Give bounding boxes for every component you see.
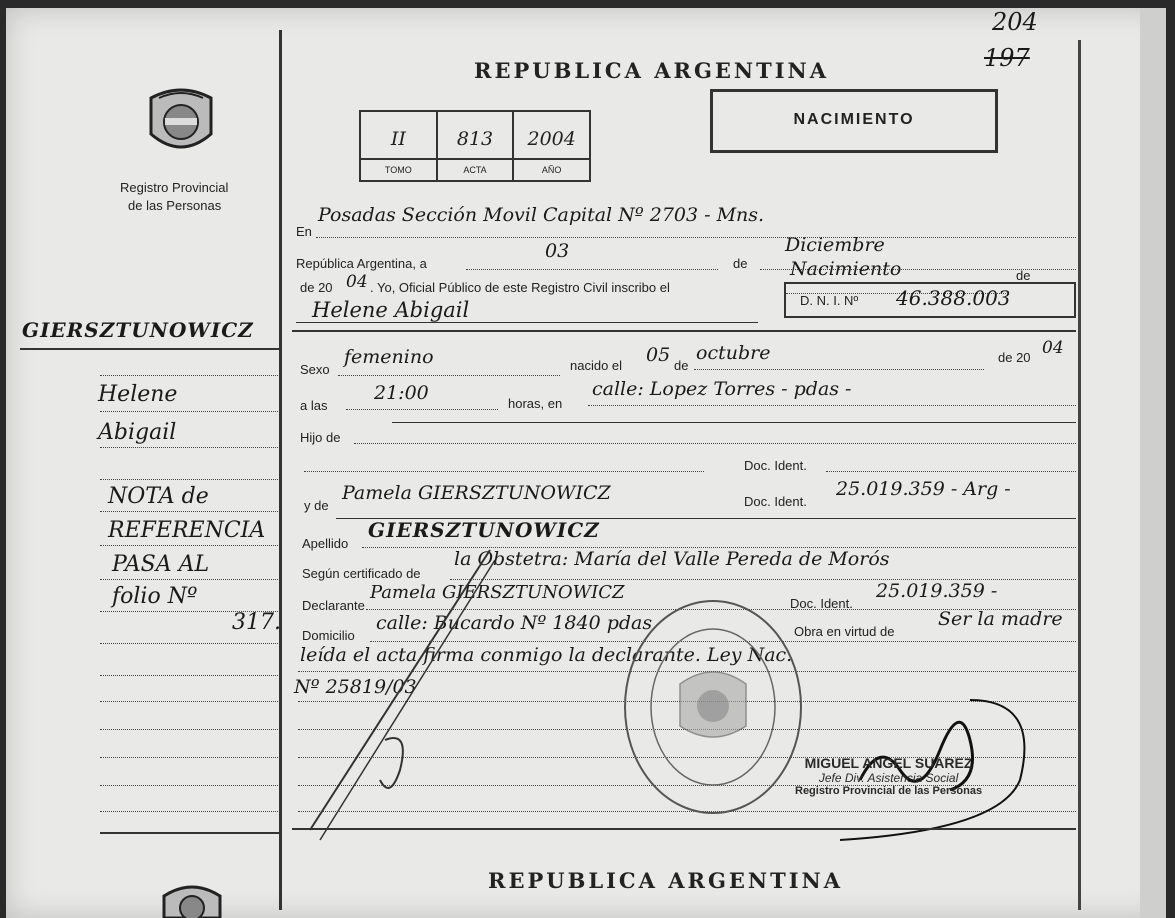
hijo-line-2: [392, 422, 1076, 423]
sexo-line: [338, 374, 560, 376]
birth-year-suffix: 04: [1042, 338, 1064, 358]
dni-value: 46.388.003: [896, 286, 1011, 310]
alas-label: a las: [300, 398, 328, 413]
year-suffix: 04: [346, 272, 368, 292]
dni-label: D. N. I. Nº: [800, 293, 859, 308]
section-rule: [292, 330, 1076, 332]
margin-note2: REFERENCIA: [108, 518, 266, 543]
name-value: Helene Abigail: [312, 298, 470, 322]
domicilio-label: Domicilio: [302, 628, 355, 643]
acta-label: ACTA: [438, 158, 513, 180]
birth-place-line: [588, 404, 1076, 406]
month-value: Diciembre: [785, 234, 885, 256]
right-border: [1078, 40, 1081, 910]
tomo-label: TOMO: [361, 158, 436, 180]
nacido-label: nacido el: [570, 358, 623, 373]
day-value: 03: [545, 240, 570, 262]
birth-month-value: octubre: [696, 342, 771, 364]
en-label: En: [296, 224, 312, 239]
father-doc-value-line: [826, 470, 1076, 472]
time-value: 21:00: [374, 382, 429, 404]
sexo-label: Sexo: [300, 362, 330, 377]
name-line: [296, 322, 758, 323]
official-stamp: [620, 596, 806, 818]
page-number-crossed: 197: [984, 44, 1030, 72]
horas-label: horas, en: [508, 396, 563, 411]
header-country: REPUBLICA ARGENTINA: [474, 58, 830, 83]
document-type-label: NACIMIENTO: [793, 111, 915, 128]
day-line: [466, 268, 718, 270]
margin-note3: PASA AL: [112, 552, 210, 577]
certificado-label: Según certificado de: [302, 566, 421, 581]
birth-day-value: 05: [646, 344, 671, 366]
registry-seal-icon-footer: [158, 876, 226, 918]
page-edge: [1140, 8, 1166, 918]
mother-value: Pamela GIERSZTUNOWICZ: [342, 482, 611, 504]
yde-label: y de: [304, 498, 329, 513]
time-line: [346, 408, 498, 410]
birth-year-prefix: de 20: [998, 350, 1031, 365]
declarante-doc-value: 25.019.359 -: [876, 580, 998, 602]
tomo-cell: [361, 112, 438, 180]
acta-value: 813: [456, 128, 494, 150]
de-label: de: [733, 256, 748, 271]
registry-title-line2: de las Personas: [128, 198, 222, 213]
official-signature-block: [795, 755, 982, 797]
domicilio-value: calle: Bucardo Nº 1840 pdas: [376, 612, 653, 634]
extra-line-1: leída el acta firma conmigo la declarante. Ley Nac.: [300, 644, 793, 666]
official-name: MIGUEL ANGEL SUAREZ: [804, 755, 973, 771]
margin-rule-top: [20, 348, 280, 350]
hijo-label: Hijo de: [300, 430, 341, 445]
document-type-box: [710, 89, 998, 153]
obra-value: Ser la madre: [938, 608, 1063, 630]
registry-seal-icon: [145, 80, 217, 162]
registry-table: [359, 110, 591, 182]
page-number-current: 204: [992, 8, 1038, 36]
obra-label: Obra en virtud de: [794, 624, 895, 639]
acta-cell: [438, 112, 515, 180]
margin-note5: 317.: [232, 610, 281, 635]
margin-given1: Helene: [98, 382, 178, 407]
declarante-value: Pamela GIERSZTUNOWICZ: [370, 582, 625, 603]
father-doc-label: Doc. Ident.: [744, 458, 807, 473]
hijo-line: [354, 442, 1076, 444]
registry-title-line1: Registro Provincial: [120, 180, 229, 195]
declarante-label: Declarante: [302, 598, 365, 613]
ano-cell: [514, 112, 589, 180]
oficial-label: . Yo, Oficial Público de este Registro Civil inscribo el: [370, 280, 670, 295]
de3-label: de: [674, 358, 689, 373]
margin-rule-bottom: [100, 832, 280, 834]
ano-label: AÑO: [514, 158, 589, 180]
year-prefix: de 20: [300, 280, 333, 295]
margin-given2: Abigail: [98, 420, 177, 445]
column-divider: [279, 30, 282, 910]
mother-doc-value: 25.019.359 - Arg -: [836, 478, 1011, 500]
footer-country: REPUBLICA ARGENTINA: [488, 868, 844, 893]
margin-surname: GIERSZTUNOWICZ: [22, 318, 254, 342]
inscribo-value: Nacimiento: [790, 258, 902, 280]
bottom-rule: [292, 828, 1076, 830]
place-value: Posadas Sección Movil Capital Nº 2703 - Mns.: [318, 204, 765, 226]
sexo-value: femenino: [344, 346, 434, 368]
dni-box: [784, 282, 1076, 318]
declarante-doc-label: Doc. Ident.: [790, 596, 853, 611]
tomo-value: II: [390, 128, 406, 150]
margin-note4: folio Nº: [112, 584, 198, 609]
birth-place-value: calle: Lopez Torres - pdas -: [592, 378, 852, 400]
margin-note1: NOTA de: [108, 484, 209, 509]
ano-value: 2004: [527, 128, 576, 150]
father-doc-line: [304, 470, 704, 472]
mother-doc-label: Doc. Ident.: [744, 494, 807, 509]
apellido-value: GIERSZTUNOWICZ: [368, 518, 600, 542]
apellido-label: Apellido: [302, 536, 349, 551]
republica-label: República Argentina, a: [296, 256, 427, 271]
certificado-value: la Obstetra: María del Valle Pereda de Morós: [454, 548, 890, 570]
official-org: Registro Provincial de las Personas: [795, 785, 983, 797]
official-role: Jefe Div. Asistencia Social: [818, 771, 959, 785]
place-line: [316, 236, 1076, 238]
diagonal-strike: [290, 540, 500, 850]
extra-line-2: Nº 25819/03: [294, 676, 417, 698]
de2-label: de: [1016, 268, 1031, 283]
birth-month-line: [694, 368, 984, 370]
